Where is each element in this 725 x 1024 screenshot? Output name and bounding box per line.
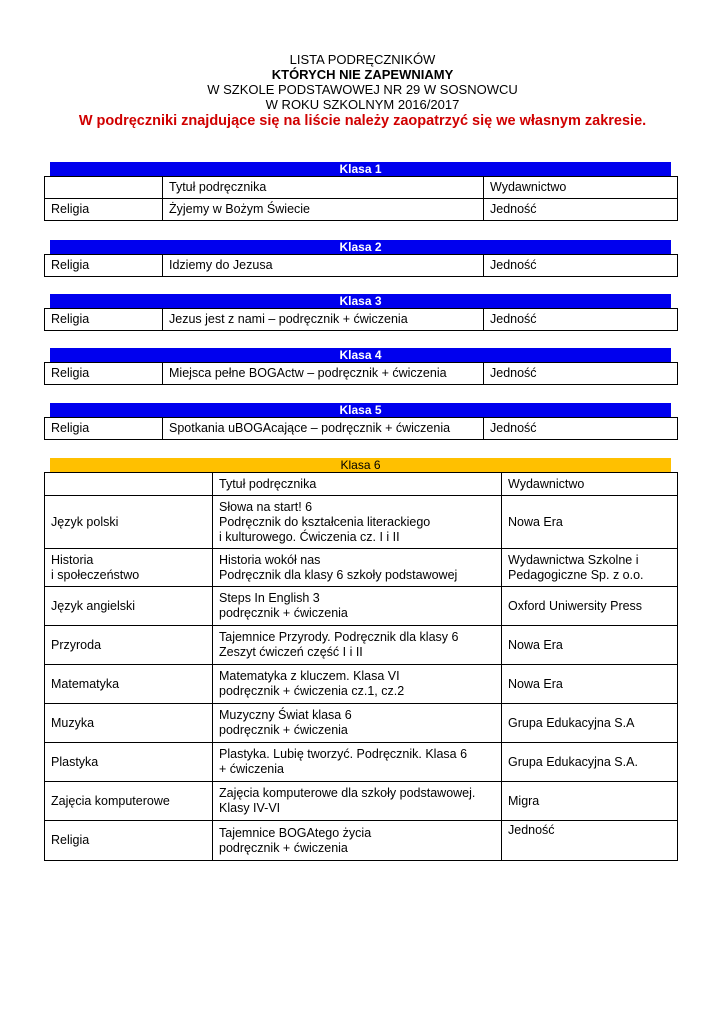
table-row [45,418,678,440]
table-row [45,549,678,587]
publisher-line: Grupa Edukacyjna S.A. [508,754,638,769]
subject-line: Muzyka [51,715,95,730]
class-title-band: Klasa 4 [50,348,671,362]
publisher-line: Grupa Edukacyjna S.A [508,715,635,730]
class-2-section [44,240,677,277]
title-line: Plastyka. Lubię tworzyć. Podręcznik. Klasa 6 [219,747,468,761]
title-line: Tajemnice Przyrody. Podręcznik dla klasy 6 [219,630,459,644]
publisher-line: Nowa Era [508,637,563,652]
title-line: Słowa na start! 6 [219,499,313,514]
title-line: Steps In English 3 [219,591,320,605]
subject-cell [45,549,213,587]
header-line-4: W ROKU SZKOLNYM 2016/2017 [265,97,460,112]
class-table [44,308,678,331]
subject-line: Przyroda [51,637,102,652]
title-line: Matematyka z kluczem. Klasa VI [219,669,400,683]
subject-line: Plastyka [51,754,99,769]
table-row [45,743,678,782]
title-line: podręcznik + ćwiczenia cz.1, cz.2 [219,684,405,698]
title-cell [213,626,502,665]
class-4-section [44,348,677,385]
table-row [45,587,678,626]
subject-cell: Religia [45,199,163,221]
title-line: Podręcznik dla klasy 6 szkoły podstawowej [219,567,458,582]
table-row [45,821,678,861]
table-row [45,496,678,549]
publisher-header-cell: Wydawnictwo [484,177,678,199]
subject-header-cell [45,177,163,199]
subject-cell [45,626,213,665]
publisher-cell [502,626,678,665]
class-1-section [44,162,677,221]
publisher-cell: Jedność [484,199,678,221]
class-table [44,176,678,221]
subject-line: Historia [51,552,94,567]
publisher-cell [502,587,678,626]
header-note: W podręczniki znajdujące się na liście należy zaopatrzyć się we własnym zakresie. [78,113,647,129]
subject-line: Język polski [51,514,119,529]
title-cell [213,743,502,782]
title-line: podręcznik + ćwiczenia [219,606,348,620]
class-title-band: Klasa 5 [50,403,671,417]
title-cell: Miejsca pełne BOGActw – podręcznik + ćwiczenia [163,363,484,385]
class-6-table [44,472,678,861]
title-line: podręcznik + ćwiczenia [219,840,348,855]
title-cell [213,665,502,704]
class-3-section [44,294,677,331]
title-line: i kulturowego. Ćwiczenia cz. I i II [219,529,400,544]
title-line: Zeszyt ćwiczeń część I i II [219,645,363,659]
table-row [45,626,678,665]
subject-cell: Religia [45,363,163,385]
title-line: Zajęcia komputerowe dla szkoły podstawowej. [219,786,476,800]
title-cell: Jezus jest z nami – podręcznik + ćwiczenia [163,309,484,331]
table-row [45,199,678,221]
title-cell [213,704,502,743]
publisher-line: Nowa Era [508,514,563,529]
publisher-cell: Jedność [484,309,678,331]
publisher-line: Pedagogiczne Sp. z o.o. [508,567,644,582]
publisher-cell: Jedność [484,418,678,440]
publisher-header-cell: Wydawnictwo [502,473,678,496]
title-line: Tajemnice BOGAtego życia [219,825,372,840]
title-cell: Idziemy do Jezusa [163,255,484,277]
title-line: Historia wokół nas [219,552,321,567]
class-title-band: Klasa 6 [50,458,671,472]
title-cell [213,782,502,821]
class-title-band: Klasa 3 [50,294,671,308]
subject-cell [45,496,213,549]
title-line: Podręcznik do kształcenia literackiego [219,514,431,529]
title-cell: Żyjemy w Bożym Świecie [163,199,484,221]
table-header-row [45,473,678,496]
table-row [45,782,678,821]
publisher-cell [502,665,678,704]
title-line: + ćwiczenia [219,762,284,776]
publisher-cell [502,496,678,549]
subject-cell [45,665,213,704]
class-table [44,362,678,385]
title-cell [213,821,502,861]
title-line: podręcznik + ćwiczenia [219,723,348,737]
table-header-row [45,177,678,199]
class-5-section [44,403,677,440]
subject-line: i społeczeństwo [51,567,140,582]
title-cell: Spotkania uBOGAcające – podręcznik + ćwiczenia [163,418,484,440]
header-line-3: W SZKOLE PODSTAWOWEJ NR 29 W SOSNOWCU [207,82,518,97]
title-line: Klasy IV-VI [219,801,281,815]
publisher-cell [502,704,678,743]
class-title-band: Klasa 2 [50,240,671,254]
publisher-cell [502,821,678,861]
subject-cell [45,743,213,782]
document-header [0,52,725,130]
table-row [45,309,678,331]
subject-cell [45,782,213,821]
table-row [45,255,678,277]
subject-cell: Religia [45,255,163,277]
header-line-1: LISTA PODRĘCZNIKÓW [289,52,436,67]
title-line: Muzyczny Świat klasa 6 [219,708,352,722]
publisher-line: Oxford Uniwersity Press [508,598,643,613]
title-header-cell: Tytuł podręcznika [213,473,502,496]
publisher-cell: Jedność [484,363,678,385]
subject-cell [45,704,213,743]
subject-line: Zajęcia komputerowe [51,793,170,808]
title-cell [213,587,502,626]
publisher-cell [502,743,678,782]
title-header-cell: Tytuł podręcznika [163,177,484,199]
class-6-section [44,458,677,861]
subject-cell: Religia [45,418,163,440]
table-row [45,363,678,385]
subject-line: Matematyka [51,676,120,691]
subject-header-cell [45,473,213,496]
subject-line: Religia [51,833,90,847]
class-table [44,417,678,440]
title-cell [213,496,502,549]
publisher-cell [502,782,678,821]
publisher-line: Migra [508,793,540,808]
header-line-2: KTÓRYCH NIE ZAPEWNIAMY [271,67,454,82]
title-cell [213,549,502,587]
table-row [45,704,678,743]
publisher-line: Jedność [508,823,555,837]
subject-cell: Religia [45,309,163,331]
publisher-cell: Jedność [484,255,678,277]
publisher-line: Wydawnictwa Szkolne i [508,552,639,567]
publisher-cell [502,549,678,587]
table-row [45,665,678,704]
subject-cell [45,821,213,861]
class-table [44,254,678,277]
subject-line: Język angielski [51,598,136,613]
class-title-band: Klasa 1 [50,162,671,176]
publisher-line: Nowa Era [508,676,563,691]
subject-cell [45,587,213,626]
